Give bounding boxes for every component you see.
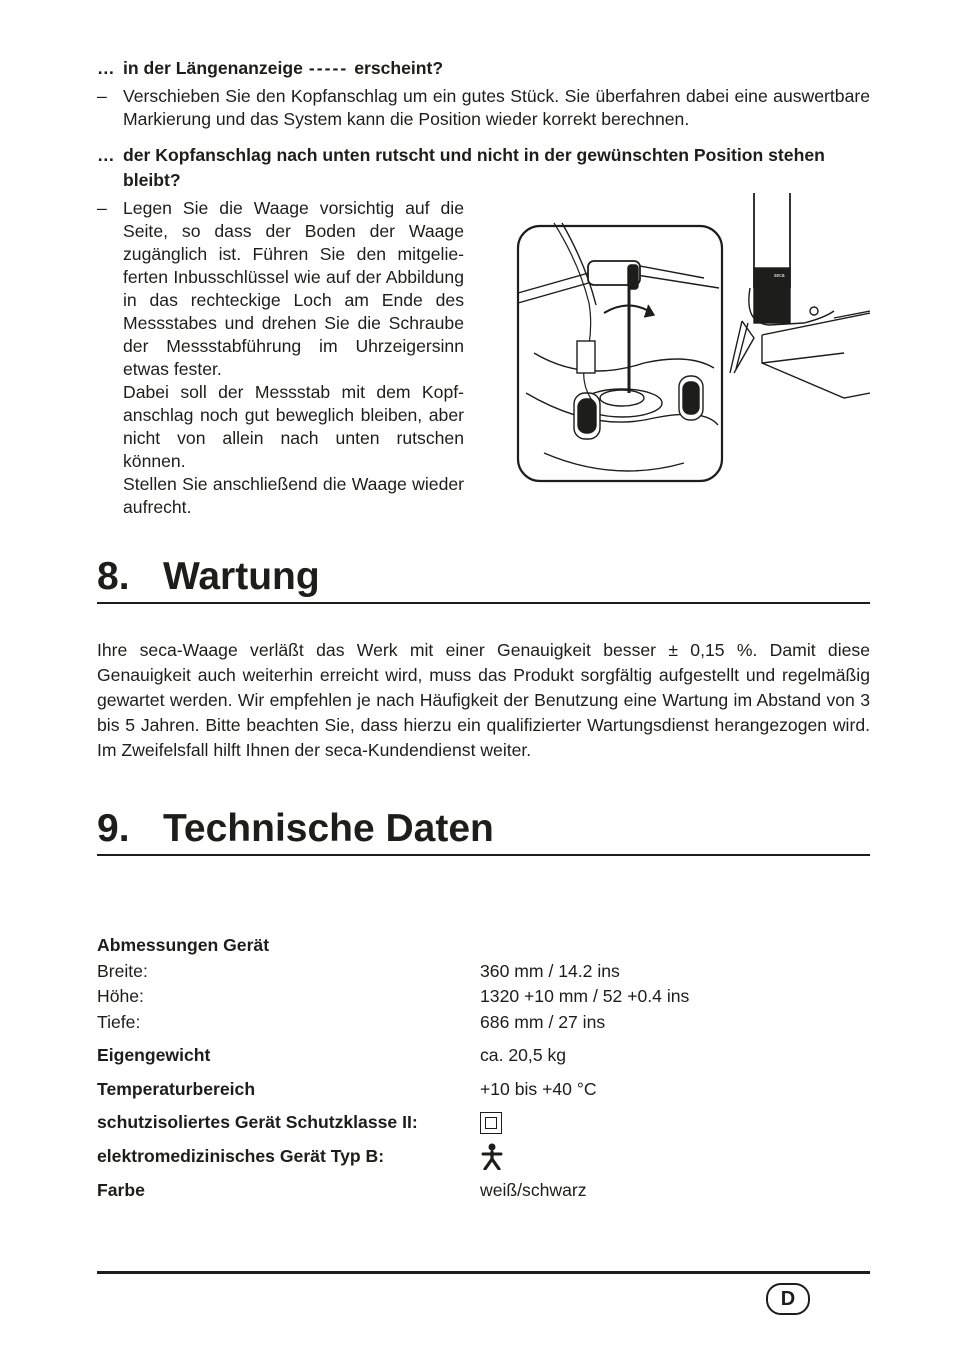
spec-label: Temperaturbereich [97,1078,256,1099]
answer-paragraph-1: Legen Sie die Waage vorsichtig auf die Seite, so dass der Boden der Waage zugänglich ist. Führen Sie den mitgelieferten Inbusschlüssel wie auf der Abbildung in das rechteckige Loch am Ende des Messstabes und drehen Sie die Schraube der Messstabführung im Uhrzeigersinn etwas fester. [123,198,464,379]
footer-rule [97,1271,870,1274]
bullet-dash: – [97,86,107,106]
question-ellipsis: … [97,145,115,165]
section-divider [97,602,870,604]
protection-class-ii-icon [480,1112,502,1134]
spec-table [97,933,870,1203]
spec-label: Farbe [97,1179,145,1200]
spec-label: schutzisoliertes Gerät Schutzklasse II: [97,1112,418,1132]
answer-item [97,85,870,131]
fix-section [97,197,870,519]
spec-row [97,1043,870,1069]
section-title: Wartung [163,555,320,598]
question-text: der Kopfanschlag nach unten rutscht und nicht in der gewünschten Position stehen bleibt? [123,145,825,190]
answer-paragraphs [123,197,464,519]
spec-label: Höhe: [97,986,144,1006]
section-9-heading [97,807,870,851]
spec-label: Breite: [97,960,148,981]
spec-row [97,1144,870,1170]
spec-row [97,1077,870,1103]
answer-paragraph-2: Dabei soll der Messstab mit dem Kopfanschlag noch gut beweglich bleiben, aber nicht von allein nach unten rutschen können. [123,382,464,471]
spec-value: 1320 +10 mm / 52 +0.4 ins [480,986,690,1006]
spec-label: Tiefe: [97,1011,141,1032]
spec-row [97,933,870,959]
spec-value: weiß/schwarz [480,1179,587,1200]
spec-row [97,959,870,985]
manual-page [97,56,870,1203]
bullet-dash: – [97,198,107,218]
spec-row [97,1178,870,1204]
section-number: 8. [97,555,130,598]
type-b-icon [480,1143,504,1170]
question-length-display [97,56,870,81]
answer-paragraph-3: Stellen Sie anschließend die Waage wieder aufrecht. [123,474,464,517]
answer-text: Verschieben Sie den Kopfanschlag um ein gutes Stück. Sie überfahren dabei eine auswertbare Markierung und das System kann die Position wieder korrekt berechnen. [123,86,870,129]
section-divider [97,854,870,856]
spec-value: 360 mm / 14.2 ins [480,960,620,981]
question-head-stop [97,143,870,193]
display-dashes: ----- [308,58,349,78]
maintenance-paragraph: Ihre seca-Waage verläßt das Werk mit einer Genauigkeit besser ± 0,15 %. Damit diese Genauigkeit auch weiterhin erreicht wird, muss das Produkt sorgfältig aufgestellt und regelmäßig gewartet werden. Wir empfehlen je nach Häufigkeit der Benutzung eine Wartung im Abstand von 3 bis 5 Jahren. Bitte beachten Sie, dass hierzu ein qualifizierter Wartungsdienst herangezogen wird. Im Zweifelsfall hilft Ihnen der seca-Kundendienst weiter. [97,640,870,760]
section-number: 9. [97,807,130,850]
spec-row [97,1010,870,1036]
language-badge: D [766,1283,810,1315]
allen-key-illustration [504,193,870,489]
spec-row [97,1110,870,1136]
brand-label: seca [774,273,785,279]
spec-label: elektromedizinisches Gerät Typ B: [97,1145,385,1166]
spec-label: Eigengewicht [97,1045,211,1065]
section-title: Technische Daten [163,807,494,850]
spec-row [97,984,870,1010]
answer-item [97,197,464,519]
spec-value: 686 mm / 27 ins [480,1011,606,1032]
spec-value: ca. 20,5 kg [480,1045,567,1065]
question-ellipsis: … [97,58,115,78]
spec-value: +10 bis +40 °C [480,1078,597,1099]
spec-heading: Abmessungen Gerät [97,935,270,955]
question-text-end: erscheint? [354,58,444,78]
section-8-heading [97,555,870,599]
question-text-start: in der Längenanzeige [123,58,303,78]
